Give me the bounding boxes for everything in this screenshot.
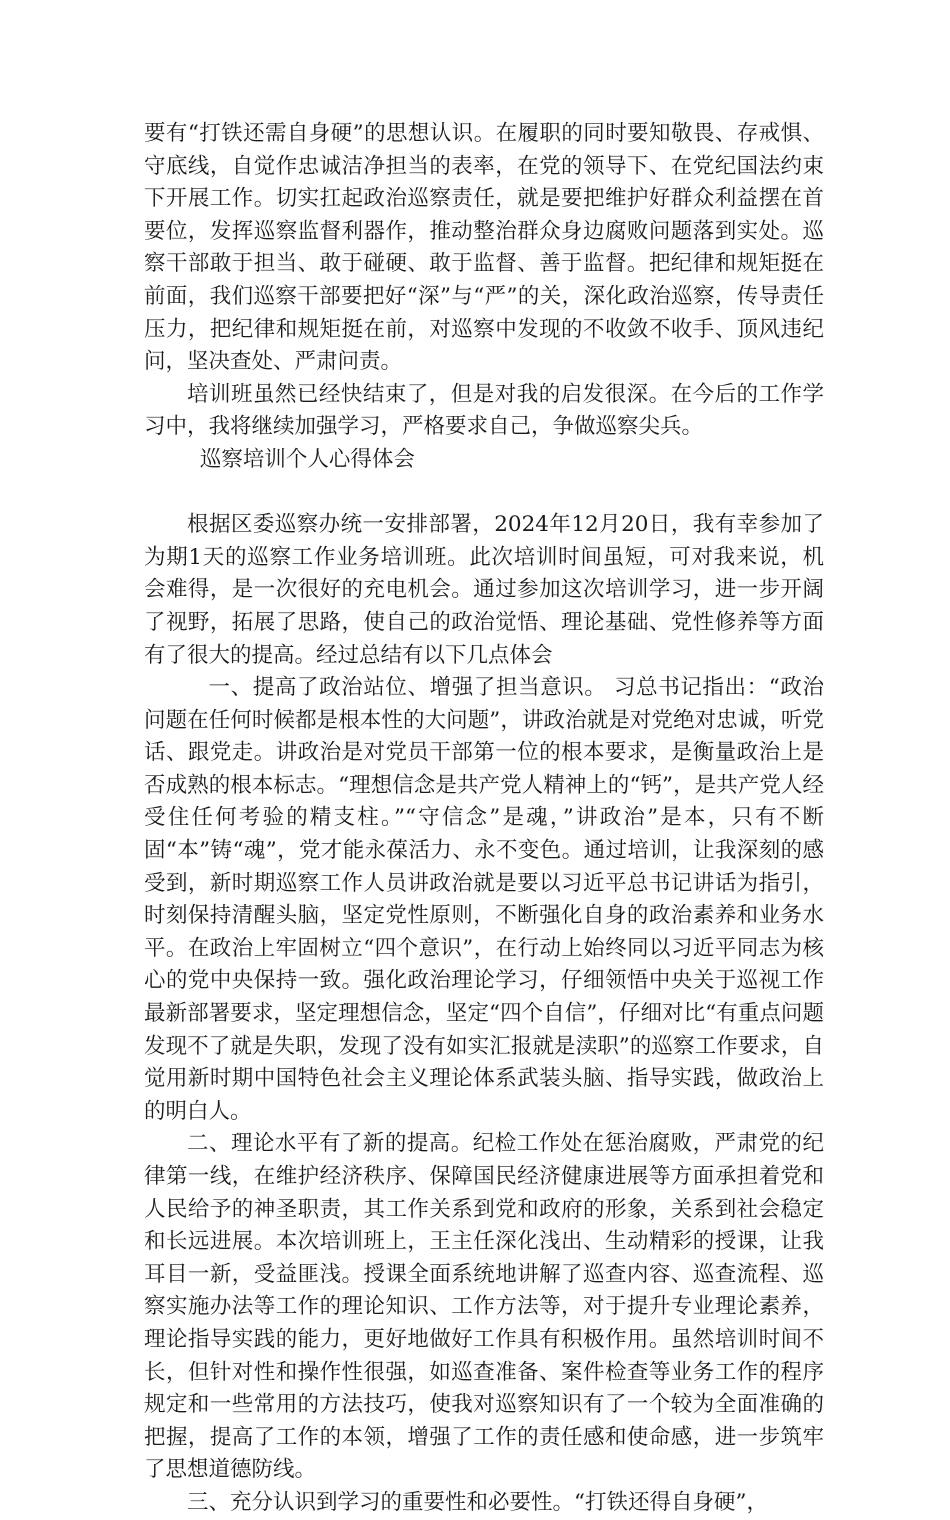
paragraph-point-two: 二、理论水平有了新的提高。纪检工作处在惩治腐败，严肃党的纪律第一线，在维护经济秩序、保障国民经济健康进展等方面承担着党和人民给予的神圣职责，其工作关系到党和政府的形象，关系到社会稳定和长远进展。本次培训班上，王主任深化浅出、生动精彩的授课，让我耳目一新，受益匪浅。授课全面系统地讲解了巡查内容、巡查流程、巡察实施办法等工作的理论知识、工作方法等，对于提升专业理论素养，理论指导实践的能力，更好地做好工作具有积极作用。虽然培训时间不长，但针对性和操作性很强，如巡查准备、案件检查等业务工作的程序规定和一些常用的方法技巧，使我对巡察知识有了一个较为全面准确的把握，提高了工作的本领，增强了工作的责任感和使命感，进一步筑牢了思想道德防线。 bbox=[144, 1131, 824, 1483]
paragraph-continuation: 要有“打铁还需自身硬”的思想认识。在履职的同时要知敬畏、存戒惧、守底线，自觉作忠诚洁净担当的表率，在党的领导下、在党纪国法约束下开展工作。切实扛起政治巡察责任，就是要把维护好群众利益摆在首要位，发挥巡察监督利器作，推动整治群众身边腐败问题落到实处。巡察干部敢于担当、敢于碰硬、敢于监督、善于监督。把纪律和规矩挺在前面，我们巡察干部要把好“深”与“严”的关，深化政治巡察，传导责任压力，把纪律和规矩挺在前，对巡察中发现的不收敛不收手、顶风违纪问，坚决查处、严肃问责。 bbox=[144, 121, 824, 375]
paragraph-point-three: 三、充分认识到学习的重要性和必要性。“打铁还得自身硬”， bbox=[187, 1489, 768, 1515]
paragraph-point-one: 一、提高了政治站位、增强了担当意识。 习总书记指出：“政治问题在任何时候都是根本性的大问题”，讲政治就是对党绝对忠诚，听党话、跟党走。讲政治是对党员干部第一位的根本要求，是衡量政治上是否成熟的根本标志。“理想信念是共产党人精神上的“钙”，是共产党人经受住任何考验的精支柱。”“守信念”是魂，”讲政治”是本，只有不断固“本”铸“魂”，党才能永葆活力、永不变色。通过培训，让我深刻的感受到，新时期巡察工作人员讲政治就是要以习近平总书记讲话为指引，时刻保持清醒头脑，坚定党性原则，不断强化自身的政治素养和业务水平。在政治上牢固树立“四个意识”，在行动上始终同以习近平同志为核心的党中央保持一致。强化政治理论学习，仔细领悟中央关于巡视工作最新部署要求，坚定理想信念，坚定“四个自信”，仔细对比“有重点问题发现不了就是失职，发现了没有如实汇报就是渎职”的巡察工作要求，自觉用新时期中国特色社会主义理论体系武装头脑、指导实践，做政治上的明白人。 bbox=[144, 675, 824, 1124]
paragraph-conclusion: 培训班虽然已经快结束了，但是对我的启发很深。在今后的工作学习中，我将继续加强学习，严格要求自己，争做巡察尖兵。 bbox=[144, 381, 824, 440]
blank-line bbox=[144, 477, 824, 510]
paragraph-intro: 根据区委巡察办统一安排部署，2024年12月20日，我有幸参加了为期1天的巡察工作业务培训班。此次培训时间虽短，可对我来说，机会难得，是一次很好的充电机会。通过参加这次培训学习，进一步开阔了视野，拓展了思路，使自己的政治觉悟、理论基础、党性修养等方面有了很大的提高。经过总结有以下几点体会 bbox=[144, 512, 824, 668]
section-title: 巡察培训个人心得体会 bbox=[199, 446, 415, 472]
document-page bbox=[144, 118, 824, 1520]
